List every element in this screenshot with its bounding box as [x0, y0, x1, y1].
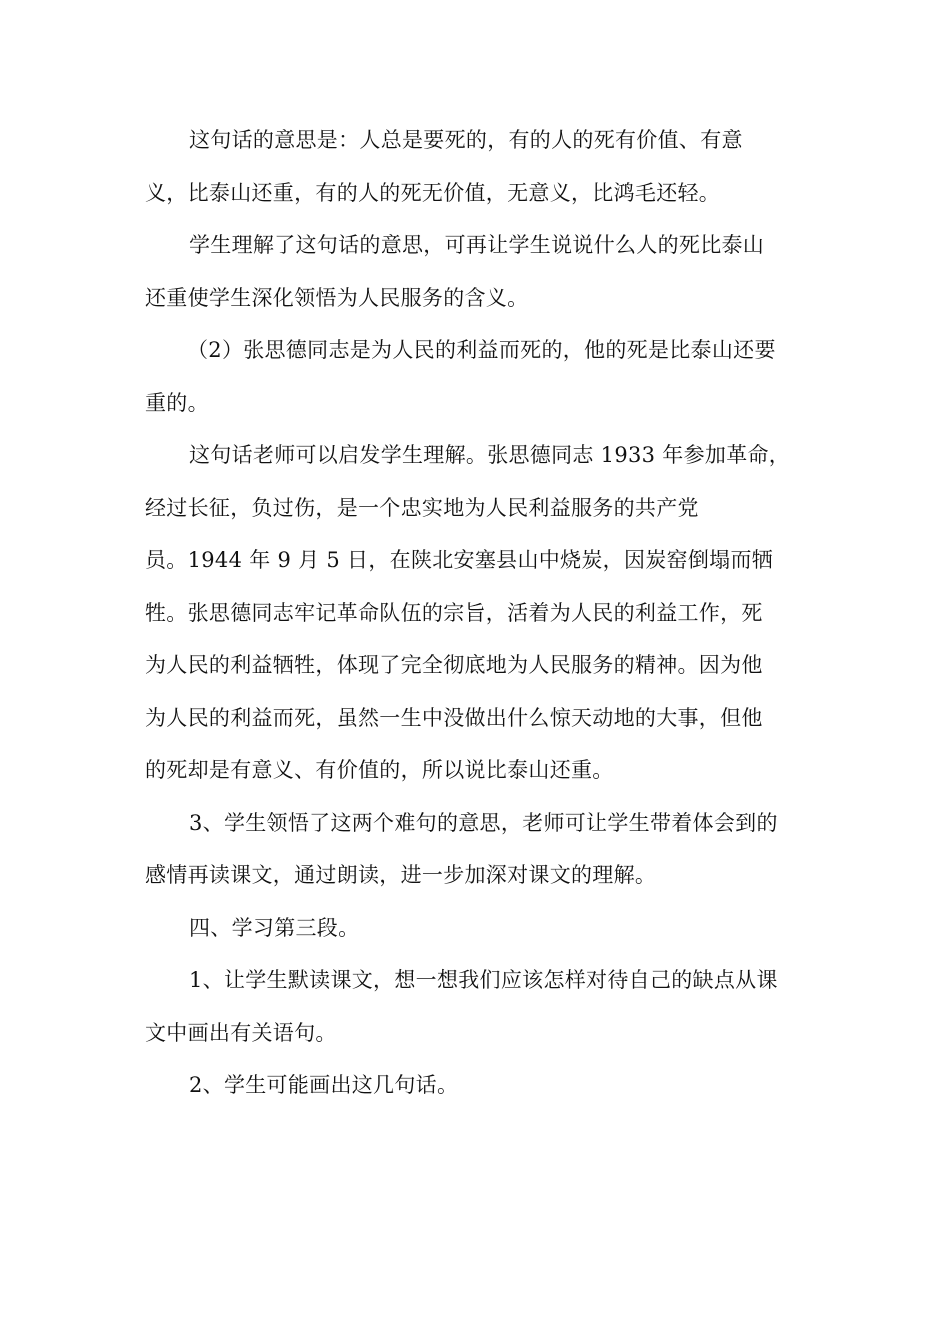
text-line: 牲。张思德同志牢记革命队伍的宗旨，活着为人民的利益工作，死: [145, 600, 763, 625]
text-line: 感情再读课文，通过朗读，进一步加深对课文的理解。: [145, 863, 657, 887]
text-line: 3、学生领悟了这两个难句的意思，老师可让学生带着体会到的: [189, 810, 778, 835]
text-line: 2、学生可能画出这几句话。: [189, 1073, 459, 1097]
text-line: 文中画出有关语句。: [145, 1020, 337, 1045]
text-line: （2）张思德同志是为人民的利益而死的，他的死是比泰山还要: [187, 338, 776, 362]
text-line: 为人民的利益牺牲，体现了完全彻底地为人民服务的精神。因为他: [145, 653, 763, 677]
text-line: 员。1944 年 9 月 5 日，在陕北安塞县山中烧炭，因炭窑倒塌而牺: [145, 548, 774, 572]
text-line: 四、学习第三段。: [189, 915, 360, 940]
text-line: 重的。: [145, 390, 209, 415]
text-line: 这句话的意思是：人总是要死的，有的人的死有价值、有意: [189, 128, 743, 152]
text-line: 还重使学生深化领悟为人民服务的含义。: [145, 285, 529, 310]
text-line: 的死却是有意义、有价值的，所以说比泰山还重。: [145, 758, 614, 782]
text-line: 这句话老师可以启发学生理解。张思德同志 1933 年参加革命，: [189, 443, 791, 467]
document-body: [145, 114, 810, 1112]
text-line: 经过长征，负过伤，是一个忠实地为人民利益服务的共产党: [145, 495, 699, 520]
text-line: 学生理解了这句话的意思，可再让学生说说什么人的死比泰山: [189, 233, 765, 257]
text-line: 1、让学生默读课文，想一想我们应该怎样对待自己的缺点从课: [189, 968, 778, 992]
text-line: 义，比泰山还重，有的人的死无价值，无意义，比鸿毛还轻。: [145, 180, 721, 205]
text-line: 为人民的利益而死，虽然一生中没做出什么惊天动地的大事，但他: [145, 705, 763, 730]
